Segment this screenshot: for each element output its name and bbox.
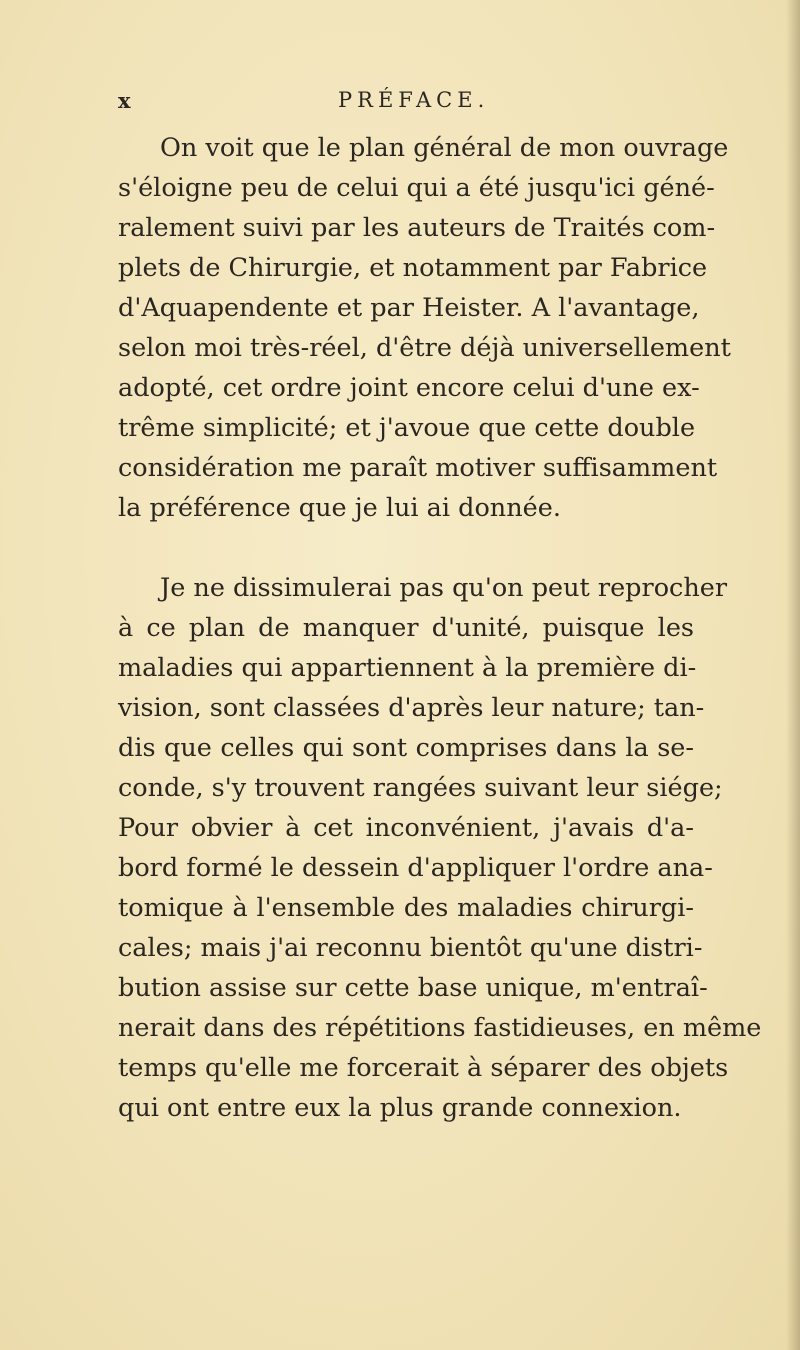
text-line: dis que celles qui sont comprises dans la se- xyxy=(118,733,694,763)
text-line: bord formé le dessein d'appliquer l'ordre ana- xyxy=(118,853,713,883)
text-line: conde, s'y trouvent rangées suivant leur siége; xyxy=(118,773,723,803)
paragraph-gap xyxy=(118,528,694,568)
text-line: Je ne dissimulerai pas qu'on peut reprocher xyxy=(160,573,728,603)
text-line: d'Aquapendente et par Heister. A l'avantage, xyxy=(118,293,700,323)
paragraph-2 xyxy=(118,568,762,1128)
text-line: adopté, cet ordre joint encore celui d'une ex- xyxy=(118,373,700,403)
text-line: selon moi très-réel, d'être déjà universellement xyxy=(118,333,731,363)
text-line: Pour obvier à cet inconvénient, j'avais d'a- xyxy=(118,813,694,843)
text-line: trême simplicité; et j'avoue que cette double xyxy=(118,413,696,443)
text-line: On voit que le plan général de mon ouvrage xyxy=(160,133,729,163)
text-line: vision, sont classées d'après leur nature; tan- xyxy=(118,693,705,723)
text-line: cales; mais j'ai reconnu bientôt qu'une distri- xyxy=(118,933,703,963)
text-line: tomique à l'ensemble des maladies chirurgi- xyxy=(118,893,694,923)
page-header xyxy=(118,88,678,118)
text-line: la préférence que je lui ai donnée. xyxy=(118,493,561,523)
text-line: qui ont entre eux la plus grande connexion. xyxy=(118,1093,682,1123)
page-edge-shadow xyxy=(786,0,800,1350)
text-line: plets de Chirurgie, et notamment par Fabrice xyxy=(118,253,708,283)
text-line: nerait dans des répétitions fastidieuses, en même xyxy=(118,1013,762,1043)
text-line: s'éloigne peu de celui qui a été jusqu'ici géné- xyxy=(118,173,715,203)
text-line: ralement suivi par les auteurs de Traités com- xyxy=(118,213,716,243)
text-line: à ce plan de manquer d'unité, puisque les xyxy=(118,613,694,643)
running-title: PRÉFACE. xyxy=(338,88,490,112)
body-text xyxy=(118,128,762,1128)
paragraph-1 xyxy=(118,128,731,528)
text-line: maladies qui appartiennent à la première di- xyxy=(118,653,697,683)
text-line: bution assise sur cette base unique, m'entraî- xyxy=(118,973,708,1003)
text-line: temps qu'elle me forcerait à séparer des objets xyxy=(118,1053,729,1083)
text-line: considération me paraît motiver suffisamment xyxy=(118,453,718,483)
page-number: x xyxy=(118,88,134,113)
